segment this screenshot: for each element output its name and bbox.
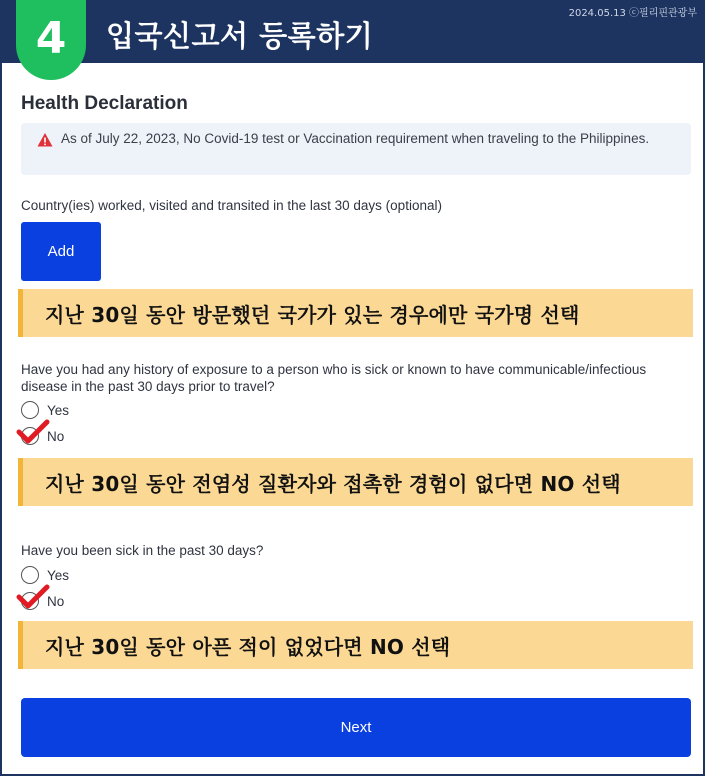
instruction-banner [18, 458, 693, 506]
exposure-yes-radio[interactable] [21, 401, 39, 419]
exposure-question: Have you had any history of exposure to a person who is sick or known to have communicable/infectious disease in the past 30 days prior to travel? [21, 362, 647, 394]
sick-question: Have you been sick in the past 30 days? [21, 543, 264, 558]
next-button[interactable]: Next [21, 698, 691, 757]
banner-text: 지난 30일 동안 전염성 질환자와 접촉한 경험이 없다면 NO 선택 [45, 471, 621, 496]
warning-icon [37, 132, 53, 148]
banner-text: 지난 30일 동안 아픈 적이 없었다면 NO 선택 [45, 634, 451, 659]
exposure-yes-option[interactable] [21, 400, 69, 420]
header-bar [0, 0, 705, 63]
option-label: Yes [47, 402, 70, 418]
option-label: Yes [47, 567, 70, 583]
notice-text: As of July 22, 2023, No Covid-19 test or Vaccination requirement when traveling to the Philippines. [61, 131, 650, 146]
step-badge [16, 0, 86, 80]
add-country-button[interactable]: Add [21, 222, 101, 281]
instruction-banner [18, 621, 693, 669]
sick-yes-option[interactable] [21, 565, 69, 585]
checkmark-icon [16, 584, 50, 610]
section-title: Health Declaration [21, 93, 188, 114]
page-title: 입국신고서 등록하기 [106, 19, 374, 53]
frame-border-left [0, 63, 2, 776]
step-number: 4 [35, 12, 67, 64]
option-label: No [47, 428, 65, 444]
sick-yes-radio[interactable] [21, 566, 39, 584]
checkmark-icon [16, 419, 50, 445]
option-label: No [47, 593, 65, 609]
banner-text: 지난 30일 동안 방문했던 국가가 있는 경우에만 국가명 선택 [45, 302, 580, 327]
countries-label: Country(ies) worked, visited and transited in the last 30 days (optional) [21, 198, 442, 213]
instruction-banner [18, 289, 693, 337]
credit-text: 2024.05.13 ⓒ필리핀관광부 [568, 8, 697, 19]
notice-box [21, 123, 691, 175]
